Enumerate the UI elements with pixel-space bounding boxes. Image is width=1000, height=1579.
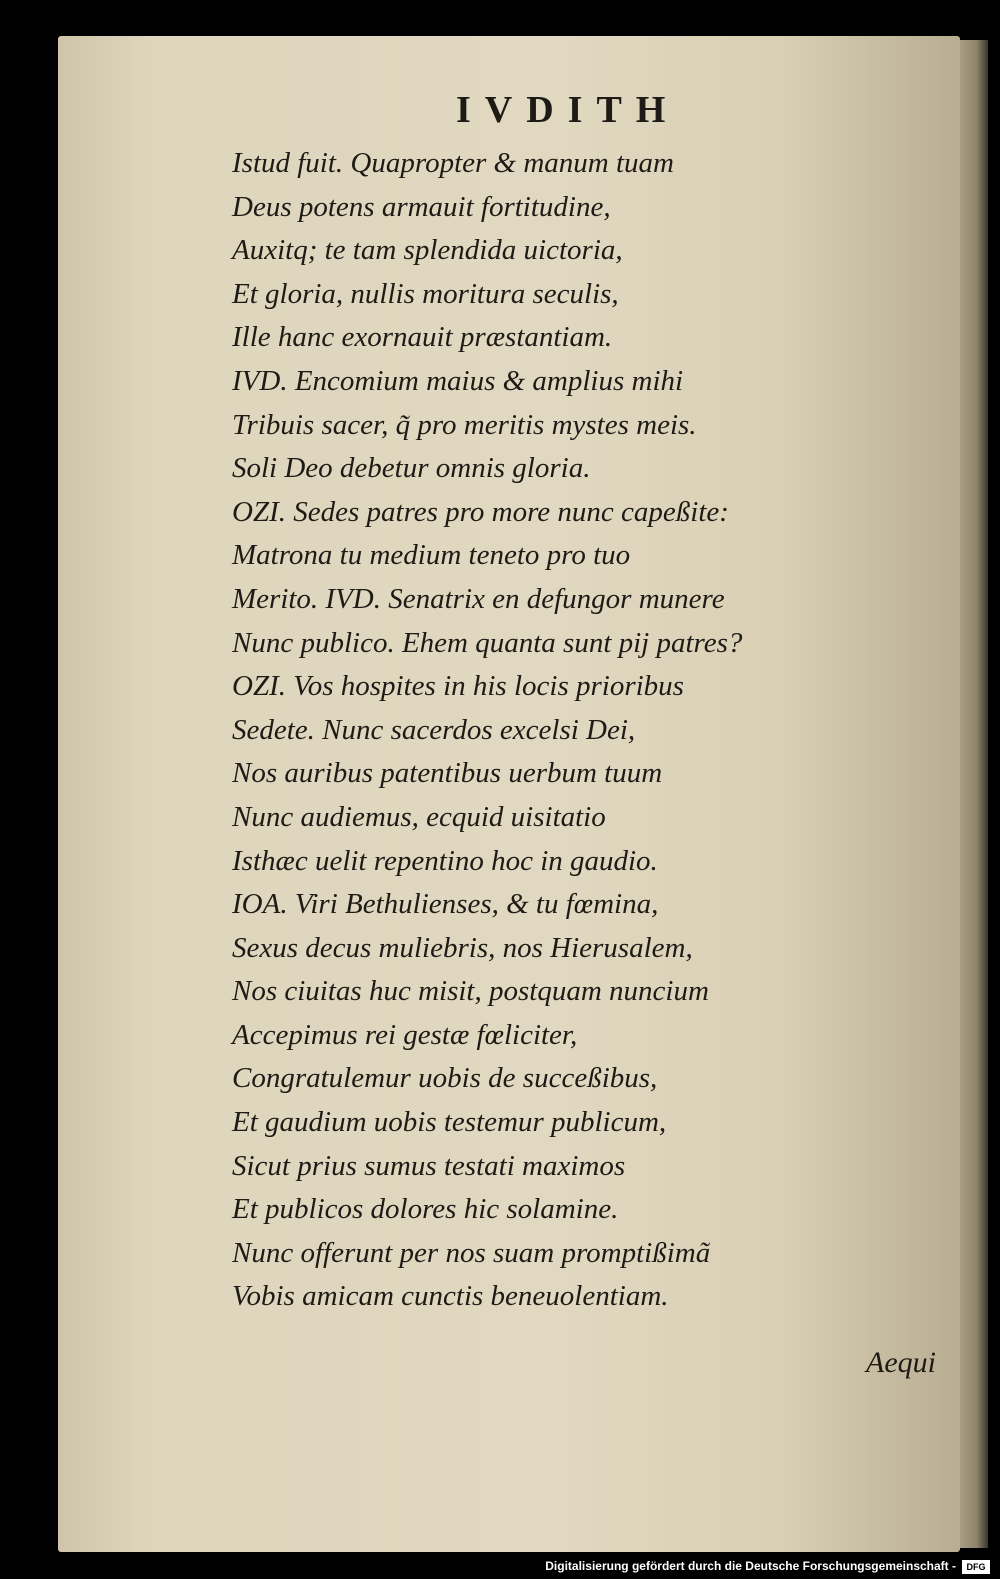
verse-text [232,142,932,1319]
verse-line: Nunc publico. Ehem quanta sunt pij patres? [232,626,743,659]
verse-line: Matrona tu medium teneto pro tuo [232,539,631,572]
verse-line: Et gloria, nullis moritura seculis, [232,277,619,310]
verse-line: Nunc offerunt per nos suam promptißimã [232,1236,711,1269]
verse-line: IVD. Encomium maius & amplius mihi [232,364,684,397]
verse-line: OZI. Vos hospites in his locis prioribus [232,670,684,703]
facing-page-edge [960,40,988,1548]
verse-line: Nos ciuitas huc misit, postquam nuncium [232,975,709,1008]
verse-line: Accepimus rei gestæ fœliciter, [232,1018,578,1051]
verse-line: Et publicos dolores hic solamine. [232,1193,619,1226]
verse-line: Et gaudium uobis testemur publicum, [232,1106,667,1139]
verse-line: Sedete. Nunc sacerdos excelsi Dei, [232,713,636,746]
verse-line: Soli Deo debetur omnis gloria. [232,452,591,485]
verse-line: Auxitq; te tam splendida uictoria, [232,234,623,267]
footer-bar [0,1552,1000,1579]
verse-line: Sexus decus muliebris, nos Hierusalem, [232,931,693,964]
verse-line: Vobis amicam cunctis beneuolentiam. [232,1280,669,1313]
verse-line: Tribuis sacer, q̃ pro meritis mystes meis. [232,408,697,441]
verse-line: Sicut prius sumus testati maximos [232,1149,626,1182]
verse-line: Merito. IVD. Senatrix en defungor munere [232,582,725,615]
verse-line: Istud fuit. Quapropter & manum tuam [232,147,674,179]
verse-line: Ille hanc exornauit præstantiam. [232,321,613,354]
verse-line: Nos auribus patentibus uerbum tuum [232,757,663,790]
verse-line: OZI. Sedes patres pro more nunc capeßite: [232,495,729,528]
verse-line: IOA. Viri Bethulienses, & tu fœmina, [232,888,659,921]
dfg-logo: DFG [962,1560,990,1574]
verse-line: Congratulemur uobis de succeßibus, [232,1062,658,1095]
running-head: IVDITH [456,89,680,131]
catchword: Aequi [866,1346,936,1379]
verse-line: Isthæc uelit repentino hoc in gaudio. [232,844,658,877]
funding-credit: Digitalisierung gefördert durch die Deutsche Forschungsgemeinschaft - [545,1559,956,1573]
verse-line: Nunc audiemus, ecquid uisitatio [232,800,606,833]
verse-line: Deus potens armauit fortitudine, [232,190,611,223]
